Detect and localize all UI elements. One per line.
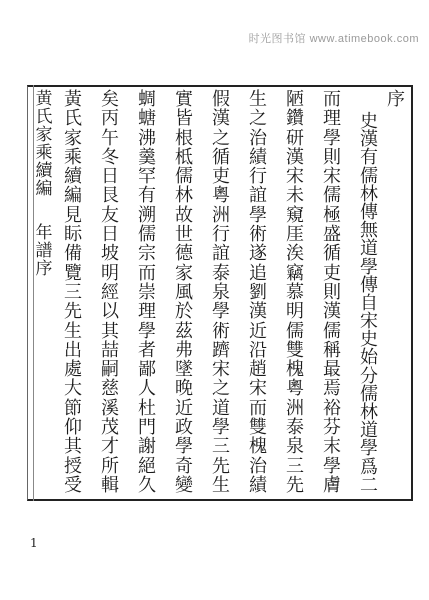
text-char: 經 bbox=[101, 281, 119, 303]
text-char: 傳 bbox=[360, 201, 378, 223]
text-char: 艮 bbox=[101, 185, 119, 207]
text-char: 末 bbox=[323, 436, 341, 458]
text-char: 宋 bbox=[360, 311, 378, 333]
text-char: 於 bbox=[175, 301, 193, 323]
text-char: 宋 bbox=[212, 359, 230, 381]
text-char: 日 bbox=[101, 166, 119, 188]
text-char: 宋 bbox=[286, 166, 304, 188]
text-char: 絕 bbox=[138, 455, 156, 477]
text-char: 鄙 bbox=[138, 359, 156, 381]
text-char: 則 bbox=[323, 146, 341, 168]
text-char: 史 bbox=[360, 111, 378, 132]
text-char: 大 bbox=[64, 378, 82, 400]
text-column bbox=[320, 91, 344, 495]
text-char: 吏 bbox=[323, 262, 341, 284]
text-char: 行 bbox=[249, 166, 267, 188]
watermark: 时光图书馆 www.atimebook.com bbox=[248, 33, 419, 45]
text-char: 績 bbox=[249, 146, 267, 168]
text-char: 林 bbox=[360, 183, 378, 205]
text-char: 見 bbox=[64, 204, 82, 226]
text-char: 之 bbox=[212, 378, 230, 400]
text-char: 羹 bbox=[138, 146, 156, 168]
text-char: 林 bbox=[360, 402, 378, 423]
text-char: 溪 bbox=[101, 397, 119, 419]
text-char: 乘 bbox=[64, 146, 82, 168]
text-char: 學 bbox=[138, 320, 156, 342]
text-char: 漢 bbox=[212, 108, 230, 130]
text-char: 而 bbox=[249, 397, 267, 419]
text-char: 竊 bbox=[286, 262, 304, 284]
text-char: 道 bbox=[360, 420, 378, 442]
text-char: 友 bbox=[101, 204, 119, 226]
text-char: 門 bbox=[138, 417, 156, 439]
text-char: 者 bbox=[138, 339, 156, 361]
text-char: 未 bbox=[286, 185, 304, 207]
text-char: 家 bbox=[64, 127, 82, 149]
text-char: 慈 bbox=[101, 378, 119, 400]
text-char: 吏 bbox=[212, 166, 230, 188]
text-char: 而 bbox=[138, 262, 156, 284]
text-char: 而 bbox=[323, 89, 341, 110]
margin-title-char: 黄 bbox=[35, 89, 53, 109]
text-char: 皆 bbox=[175, 108, 193, 130]
text-char: 世 bbox=[175, 224, 193, 246]
text-char: 槐 bbox=[286, 359, 304, 381]
text-char: 趙 bbox=[249, 359, 267, 381]
text-char: 宋 bbox=[323, 166, 341, 188]
text-char: 膚 bbox=[323, 474, 341, 496]
text-char: 嗣 bbox=[101, 359, 119, 381]
text-char: 儒 bbox=[360, 165, 378, 187]
text-char: 無 bbox=[360, 220, 378, 242]
text-char: 最 bbox=[323, 359, 341, 381]
text-column bbox=[357, 113, 381, 495]
text-char: 極 bbox=[323, 204, 341, 226]
page-number: 1 bbox=[30, 536, 38, 550]
text-char: 儒 bbox=[360, 383, 378, 405]
text-char: 宗 bbox=[138, 243, 156, 265]
text-char: 二 bbox=[360, 474, 378, 496]
text-char: 生 bbox=[249, 89, 267, 110]
text-char: 漢 bbox=[323, 301, 341, 323]
text-char: 其 bbox=[101, 320, 119, 342]
text-char: 茂 bbox=[101, 417, 119, 439]
text-char: 明 bbox=[286, 301, 304, 323]
text-char: 學 bbox=[175, 436, 193, 458]
text-char: 先 bbox=[212, 455, 230, 477]
text-column bbox=[246, 91, 270, 495]
text-char: 泰 bbox=[212, 262, 230, 284]
text-char: 慕 bbox=[286, 281, 304, 303]
text-char: 術 bbox=[212, 320, 230, 342]
text-char: 厓 bbox=[286, 224, 304, 246]
page-frame bbox=[27, 85, 413, 501]
text-char: 續 bbox=[64, 166, 82, 188]
section-title bbox=[387, 91, 405, 109]
text-char: 學 bbox=[249, 204, 267, 226]
text-char: 窺 bbox=[286, 204, 304, 226]
text-char: 丙 bbox=[101, 108, 119, 130]
text-char: 涘 bbox=[286, 243, 304, 265]
text-char: 處 bbox=[64, 359, 82, 381]
margin_title-top bbox=[36, 91, 53, 199]
text-char: 罕 bbox=[138, 166, 156, 188]
text-char: 漢 bbox=[360, 129, 378, 151]
text-char: 漢 bbox=[249, 301, 267, 323]
text-char: 節 bbox=[64, 397, 82, 419]
margin-title-char: 編 bbox=[35, 179, 53, 199]
text-column bbox=[209, 91, 233, 495]
text-char: 宋 bbox=[249, 378, 267, 400]
margin-title-char: 年 bbox=[35, 223, 53, 243]
text-char: 之 bbox=[249, 108, 267, 130]
text-char: 德 bbox=[175, 243, 193, 265]
text-char: 備 bbox=[64, 243, 82, 265]
text-char: 有 bbox=[360, 147, 378, 169]
section-title-char: 序 bbox=[387, 89, 405, 110]
text-char: 人 bbox=[138, 378, 156, 400]
text-char: 劉 bbox=[249, 281, 267, 303]
margin-title-char: 家 bbox=[35, 125, 53, 145]
text-char: 術 bbox=[249, 224, 267, 246]
text-char: 遂 bbox=[249, 243, 267, 265]
text-char: 生 bbox=[212, 474, 230, 496]
text-char: 受 bbox=[64, 474, 82, 496]
text-char: 政 bbox=[175, 417, 193, 439]
text-char: 誼 bbox=[249, 185, 267, 207]
text-char: 洲 bbox=[212, 204, 230, 226]
text-char: 始 bbox=[360, 347, 378, 369]
text-char: 儒 bbox=[138, 224, 156, 246]
text-char: 有 bbox=[138, 185, 156, 207]
text-char: 槐 bbox=[249, 436, 267, 458]
text-char: 儒 bbox=[323, 185, 341, 207]
text-char: 芬 bbox=[323, 417, 341, 439]
text-char: 漢 bbox=[286, 146, 304, 168]
text-char: 明 bbox=[101, 262, 119, 284]
margin-title bbox=[30, 91, 58, 495]
text-char: 學 bbox=[323, 127, 341, 149]
text-char: 績 bbox=[249, 474, 267, 496]
text-char: 鑽 bbox=[286, 108, 304, 130]
text-char: 眎 bbox=[64, 224, 82, 246]
text-char: 假 bbox=[212, 89, 230, 110]
text-char: 三 bbox=[286, 455, 304, 477]
text-char: 螗 bbox=[138, 108, 156, 130]
text-char: 學 bbox=[360, 438, 378, 460]
text-char: 柢 bbox=[175, 146, 193, 168]
margin-title-char: 譜 bbox=[35, 241, 53, 261]
margin_title-bottom bbox=[36, 225, 53, 279]
text-char: 陋 bbox=[286, 89, 304, 110]
text-char: 溯 bbox=[138, 204, 156, 226]
text-char: 家 bbox=[175, 262, 193, 284]
text-char: 泉 bbox=[286, 436, 304, 458]
text-char: 輯 bbox=[101, 474, 119, 496]
text-char: 盛 bbox=[323, 224, 341, 246]
text-char: 三 bbox=[64, 281, 82, 303]
text-char: 粵 bbox=[212, 185, 230, 207]
text-char: 喆 bbox=[101, 339, 119, 361]
text-column bbox=[61, 91, 85, 495]
text-char: 氏 bbox=[64, 108, 82, 130]
text-char: 沿 bbox=[249, 339, 267, 361]
text-char: 所 bbox=[101, 455, 119, 477]
text-char: 林 bbox=[175, 185, 193, 207]
text-char: 根 bbox=[175, 127, 193, 149]
text-char: 仰 bbox=[64, 417, 82, 439]
text-char: 午 bbox=[101, 127, 119, 149]
text-char: 雙 bbox=[249, 417, 267, 439]
text-char: 儒 bbox=[323, 320, 341, 342]
text-char: 追 bbox=[249, 262, 267, 284]
text-char: 先 bbox=[64, 301, 82, 323]
margin-rule bbox=[33, 85, 34, 501]
margin-title-char: 續 bbox=[35, 161, 53, 181]
text-char: 三 bbox=[212, 436, 230, 458]
text-char: 變 bbox=[175, 474, 193, 496]
text-char: 奇 bbox=[175, 455, 193, 477]
text-char: 編 bbox=[64, 185, 82, 207]
text-char: 坡 bbox=[101, 243, 119, 265]
text-char: 裕 bbox=[323, 397, 341, 419]
text-char: 雙 bbox=[286, 339, 304, 361]
text-char: 治 bbox=[249, 455, 267, 477]
text-char: 黃 bbox=[64, 89, 82, 110]
margin-title-char: 氏 bbox=[35, 107, 53, 127]
text-char: 躋 bbox=[212, 339, 230, 361]
text-char: 道 bbox=[360, 238, 378, 260]
text-char: 生 bbox=[64, 320, 82, 342]
text-char: 道 bbox=[212, 397, 230, 419]
text-char: 儒 bbox=[286, 320, 304, 342]
text-char: 儒 bbox=[175, 166, 193, 188]
text-char: 實 bbox=[175, 89, 193, 110]
text-column bbox=[283, 91, 307, 495]
text-char: 授 bbox=[64, 455, 82, 477]
text-char: 弗 bbox=[175, 339, 193, 361]
text-char: 學 bbox=[360, 256, 378, 278]
text-char: 出 bbox=[64, 339, 82, 361]
text-char: 泰 bbox=[286, 417, 304, 439]
text-char: 爲 bbox=[360, 456, 378, 478]
text-char: 日 bbox=[101, 224, 119, 246]
text-char: 理 bbox=[323, 108, 341, 130]
text-char: 才 bbox=[101, 436, 119, 458]
text-char: 自 bbox=[360, 292, 378, 314]
text-char: 杜 bbox=[138, 397, 156, 419]
text-char: 墜 bbox=[175, 359, 193, 381]
text-char: 崇 bbox=[138, 281, 156, 303]
text-column bbox=[135, 91, 159, 495]
text-char: 茲 bbox=[175, 320, 193, 342]
text-char: 近 bbox=[249, 320, 267, 342]
text-char: 故 bbox=[175, 204, 193, 226]
text-char: 行 bbox=[212, 224, 230, 246]
text-char: 循 bbox=[323, 243, 341, 265]
text-char: 覽 bbox=[64, 262, 82, 284]
text-char: 分 bbox=[360, 365, 378, 387]
text-char: 風 bbox=[175, 281, 193, 303]
text-char: 冬 bbox=[101, 146, 119, 168]
text-char: 循 bbox=[212, 146, 230, 168]
text-char: 晚 bbox=[175, 378, 193, 400]
margin-title-char: 序 bbox=[35, 259, 53, 279]
text-char: 以 bbox=[101, 301, 119, 323]
text-char: 矣 bbox=[101, 89, 119, 110]
text-char: 則 bbox=[323, 281, 341, 303]
text-char: 洲 bbox=[286, 397, 304, 419]
text-char: 研 bbox=[286, 127, 304, 149]
text-char: 近 bbox=[175, 397, 193, 419]
text-char: 史 bbox=[360, 329, 378, 351]
text-char: 沸 bbox=[138, 127, 156, 149]
text-char: 蜩 bbox=[138, 89, 156, 110]
text-char: 之 bbox=[212, 127, 230, 149]
text-char: 先 bbox=[286, 474, 304, 496]
text-char: 學 bbox=[212, 301, 230, 323]
text-char: 焉 bbox=[323, 378, 341, 400]
text-char: 治 bbox=[249, 127, 267, 149]
text-char: 學 bbox=[323, 455, 341, 477]
text-char: 理 bbox=[138, 301, 156, 323]
text-column bbox=[98, 91, 122, 495]
margin-title-char: 乘 bbox=[35, 143, 53, 163]
text-char: 稱 bbox=[323, 339, 341, 361]
text-char: 傳 bbox=[360, 274, 378, 296]
text-char: 其 bbox=[64, 436, 82, 458]
text-char: 誼 bbox=[212, 243, 230, 265]
text-char: 泉 bbox=[212, 281, 230, 303]
text-char: 久 bbox=[138, 474, 156, 496]
text-column bbox=[172, 91, 196, 495]
text-char: 學 bbox=[212, 417, 230, 439]
text-char: 謝 bbox=[138, 436, 156, 458]
text-char: 粵 bbox=[286, 378, 304, 400]
